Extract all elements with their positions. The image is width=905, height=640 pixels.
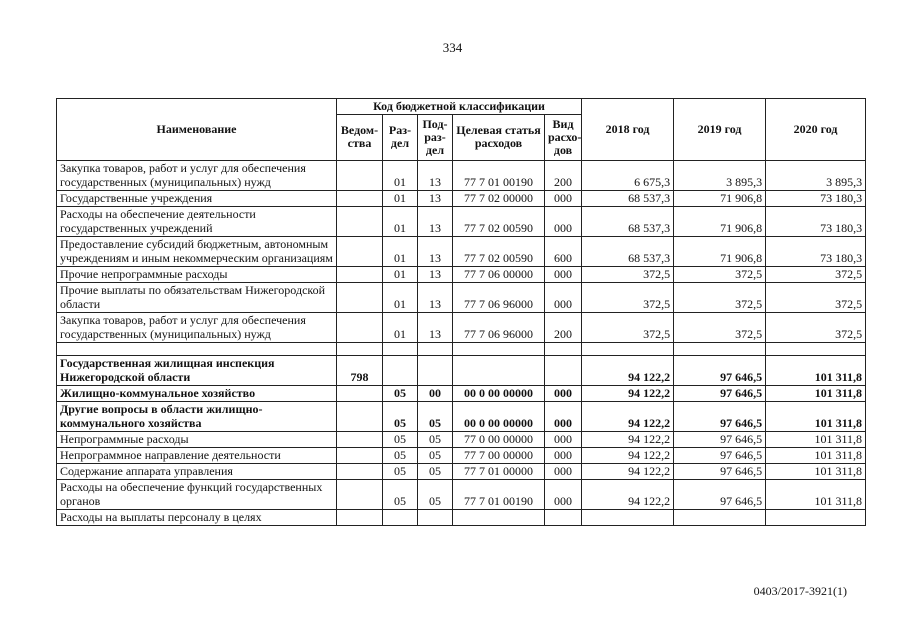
row-vid-rashodov: 200: [545, 313, 582, 343]
empty-cell: [766, 343, 866, 356]
row-podrazdel: 13: [418, 267, 453, 283]
row-value-2018: [582, 510, 674, 526]
row-razdel: 01: [383, 237, 418, 267]
page-number: 334: [442, 40, 463, 55]
empty-cell: [545, 343, 582, 356]
header-razdel: Раз-дел: [383, 115, 418, 161]
row-vedomstvo: [337, 510, 383, 526]
row-value-2020: 101 311,8: [766, 386, 866, 402]
row-name: Государственная жилищная инспекция Нижегородской области: [57, 356, 337, 386]
row-celevaya-statya: 77 7 02 00000: [453, 191, 545, 207]
header-2019: 2019 год: [674, 99, 766, 161]
row-celevaya-statya: 77 7 06 00000: [453, 267, 545, 283]
row-name: Закупка товаров, работ и услуг для обеспечения государственных (муниципальных) нужд: [57, 161, 337, 191]
row-value-2019: [674, 510, 766, 526]
empty-cell: [418, 343, 453, 356]
row-vid-rashodov: 000: [545, 464, 582, 480]
row-celevaya-statya: 77 7 06 96000: [453, 283, 545, 313]
row-podrazdel: 05: [418, 480, 453, 510]
row-vid-rashodov: 000: [545, 480, 582, 510]
row-vedomstvo: [337, 432, 383, 448]
row-value-2018: 94 122,2: [582, 432, 674, 448]
row-value-2020: 101 311,8: [766, 480, 866, 510]
row-razdel: 05: [383, 402, 418, 432]
row-razdel: 05: [383, 386, 418, 402]
row-value-2019: 71 906,8: [674, 191, 766, 207]
row-podrazdel: 13: [418, 207, 453, 237]
table-row: [57, 448, 866, 464]
row-name: Содержание аппарата управления: [57, 464, 337, 480]
row-podrazdel: 13: [418, 161, 453, 191]
row-value-2018: 94 122,2: [582, 480, 674, 510]
row-value-2020: 372,5: [766, 283, 866, 313]
table-row: [57, 432, 866, 448]
row-celevaya-statya: 77 7 01 00190: [453, 480, 545, 510]
empty-cell: [337, 343, 383, 356]
row-celevaya-statya: 77 7 01 00190: [453, 161, 545, 191]
row-value-2019: 97 646,5: [674, 480, 766, 510]
empty-cell: [57, 343, 337, 356]
row-value-2020: 372,5: [766, 267, 866, 283]
row-name: Жилищно-коммунальное хозяйство: [57, 386, 337, 402]
row-value-2020: 73 180,3: [766, 191, 866, 207]
row-value-2018: 94 122,2: [582, 386, 674, 402]
row-name: Прочие непрограммные расходы: [57, 267, 337, 283]
row-vid-rashodov: 000: [545, 432, 582, 448]
table-row: [57, 480, 866, 510]
table-row: [57, 386, 866, 402]
row-value-2020: 3 895,3: [766, 161, 866, 191]
row-value-2020: [766, 510, 866, 526]
row-value-2018: 94 122,2: [582, 356, 674, 386]
row-value-2019: 97 646,5: [674, 386, 766, 402]
table-row: [57, 267, 866, 283]
row-celevaya-statya: 77 7 01 00000: [453, 464, 545, 480]
header-2018: 2018 год: [582, 99, 674, 161]
row-vedomstvo: 798: [337, 356, 383, 386]
row-vedomstvo: [337, 237, 383, 267]
table-row: [57, 207, 866, 237]
row-value-2020: 73 180,3: [766, 207, 866, 237]
row-celevaya-statya: [453, 510, 545, 526]
row-name: Прочие выплаты по обязательствам Нижегородской области: [57, 283, 337, 313]
empty-cell: [383, 343, 418, 356]
row-razdel: 05: [383, 432, 418, 448]
row-vedomstvo: [337, 448, 383, 464]
row-vid-rashodov: 000: [545, 402, 582, 432]
table-row: [57, 402, 866, 432]
row-vedomstvo: [337, 161, 383, 191]
row-razdel: 01: [383, 207, 418, 237]
row-podrazdel: 05: [418, 432, 453, 448]
empty-cell: [453, 343, 545, 356]
row-value-2018: 372,5: [582, 313, 674, 343]
row-vedomstvo: [337, 267, 383, 283]
table-body: [57, 161, 866, 526]
table-row: [57, 191, 866, 207]
row-value-2018: 372,5: [582, 283, 674, 313]
row-value-2020: 101 311,8: [766, 402, 866, 432]
row-podrazdel: 13: [418, 313, 453, 343]
row-razdel: 05: [383, 464, 418, 480]
row-vid-rashodov: [545, 356, 582, 386]
row-vedomstvo: [337, 480, 383, 510]
row-name: Непрограммные расходы: [57, 432, 337, 448]
row-value-2019: 97 646,5: [674, 448, 766, 464]
row-celevaya-statya: [453, 356, 545, 386]
row-podrazdel: 05: [418, 402, 453, 432]
budget-table: [56, 98, 866, 526]
row-value-2019: 71 906,8: [674, 207, 766, 237]
row-name: Государственные учреждения: [57, 191, 337, 207]
row-celevaya-statya: 77 7 00 00000: [453, 448, 545, 464]
row-name: Расходы на выплаты персоналу в целях: [57, 510, 337, 526]
row-vid-rashodov: 000: [545, 267, 582, 283]
table-row: [57, 313, 866, 343]
empty-cell: [674, 343, 766, 356]
row-celevaya-statya: 77 0 00 00000: [453, 432, 545, 448]
document-code: 0403/2017-3921(1): [753, 584, 847, 598]
table-header: [57, 99, 866, 161]
row-value-2018: 94 122,2: [582, 448, 674, 464]
empty-cell: [582, 343, 674, 356]
row-value-2020: 372,5: [766, 313, 866, 343]
row-value-2019: 97 646,5: [674, 402, 766, 432]
header-2020: 2020 год: [766, 99, 866, 161]
row-podrazdel: 13: [418, 237, 453, 267]
row-value-2018: 94 122,2: [582, 464, 674, 480]
row-celevaya-statya: 77 7 06 96000: [453, 313, 545, 343]
row-value-2019: 97 646,5: [674, 356, 766, 386]
table-row: [57, 356, 866, 386]
row-celevaya-statya: 00 0 00 00000: [453, 402, 545, 432]
row-value-2018: 94 122,2: [582, 402, 674, 432]
header-podrazdel: Под-раз-дел: [418, 115, 453, 161]
row-podrazdel: [418, 356, 453, 386]
row-podrazdel: 13: [418, 191, 453, 207]
row-name: Предоставление субсидий бюджетным, автономным учреждениям и иным некоммерческим организациям: [57, 237, 337, 267]
row-vedomstvo: [337, 283, 383, 313]
row-value-2019: 97 646,5: [674, 432, 766, 448]
row-name: Расходы на обеспечение функций государственных органов: [57, 480, 337, 510]
row-vid-rashodov: 600: [545, 237, 582, 267]
row-value-2020: 101 311,8: [766, 432, 866, 448]
row-vedomstvo: [337, 386, 383, 402]
row-vedomstvo: [337, 464, 383, 480]
row-razdel: [383, 356, 418, 386]
row-vid-rashodov: 000: [545, 191, 582, 207]
header-classification-code: Код бюджетной классификации: [337, 99, 582, 115]
row-razdel: 01: [383, 161, 418, 191]
table-row: [57, 237, 866, 267]
row-value-2018: 6 675,3: [582, 161, 674, 191]
row-value-2020: 101 311,8: [766, 448, 866, 464]
row-name: Закупка товаров, работ и услуг для обеспечения государственных (муниципальных) нужд: [57, 313, 337, 343]
row-razdel: 05: [383, 448, 418, 464]
row-name: Расходы на обеспечение деятельности государственных учреждений: [57, 207, 337, 237]
row-podrazdel: 00: [418, 386, 453, 402]
table-row: [57, 161, 866, 191]
row-celevaya-statya: 77 7 02 00590: [453, 207, 545, 237]
row-vid-rashodov: 200: [545, 161, 582, 191]
row-vid-rashodov: 000: [545, 207, 582, 237]
row-podrazdel: [418, 510, 453, 526]
row-value-2018: 68 537,3: [582, 207, 674, 237]
row-vid-rashodov: 000: [545, 448, 582, 464]
row-value-2019: 372,5: [674, 267, 766, 283]
row-value-2018: 68 537,3: [582, 237, 674, 267]
row-razdel: 05: [383, 480, 418, 510]
row-value-2019: 372,5: [674, 313, 766, 343]
row-razdel: 01: [383, 267, 418, 283]
row-vedomstvo: [337, 191, 383, 207]
table-row: [57, 283, 866, 313]
row-value-2020: 101 311,8: [766, 464, 866, 480]
row-vedomstvo: [337, 313, 383, 343]
row-razdel: [383, 510, 418, 526]
row-vid-rashodov: 000: [545, 283, 582, 313]
row-value-2018: 372,5: [582, 267, 674, 283]
row-podrazdel: 05: [418, 448, 453, 464]
row-value-2020: 73 180,3: [766, 237, 866, 267]
row-razdel: 01: [383, 191, 418, 207]
row-name: Непрограммное направление деятельности: [57, 448, 337, 464]
row-celevaya-statya: 77 7 02 00590: [453, 237, 545, 267]
header-celevaya-statya: Целевая статья расходов: [453, 115, 545, 161]
row-vedomstvo: [337, 207, 383, 237]
header-vedomstvo: Ведом-ства: [337, 115, 383, 161]
row-vid-rashodov: 000: [545, 386, 582, 402]
header-name: Наименование: [57, 99, 337, 161]
row-vedomstvo: [337, 402, 383, 432]
row-razdel: 01: [383, 283, 418, 313]
row-vid-rashodov: [545, 510, 582, 526]
row-value-2019: 372,5: [674, 283, 766, 313]
row-value-2019: 3 895,3: [674, 161, 766, 191]
table-row: [57, 464, 866, 480]
row-value-2019: 97 646,5: [674, 464, 766, 480]
row-podrazdel: 05: [418, 464, 453, 480]
row-razdel: 01: [383, 313, 418, 343]
row-celevaya-statya: 00 0 00 00000: [453, 386, 545, 402]
header-vid-rashodov: Вид расхо-дов: [545, 115, 582, 161]
spacer-row: [57, 343, 866, 356]
row-value-2020: 101 311,8: [766, 356, 866, 386]
row-podrazdel: 13: [418, 283, 453, 313]
row-name: Другие вопросы в области жилищно-коммунального хозяйства: [57, 402, 337, 432]
row-value-2019: 71 906,8: [674, 237, 766, 267]
table-row: [57, 510, 866, 526]
row-value-2018: 68 537,3: [582, 191, 674, 207]
